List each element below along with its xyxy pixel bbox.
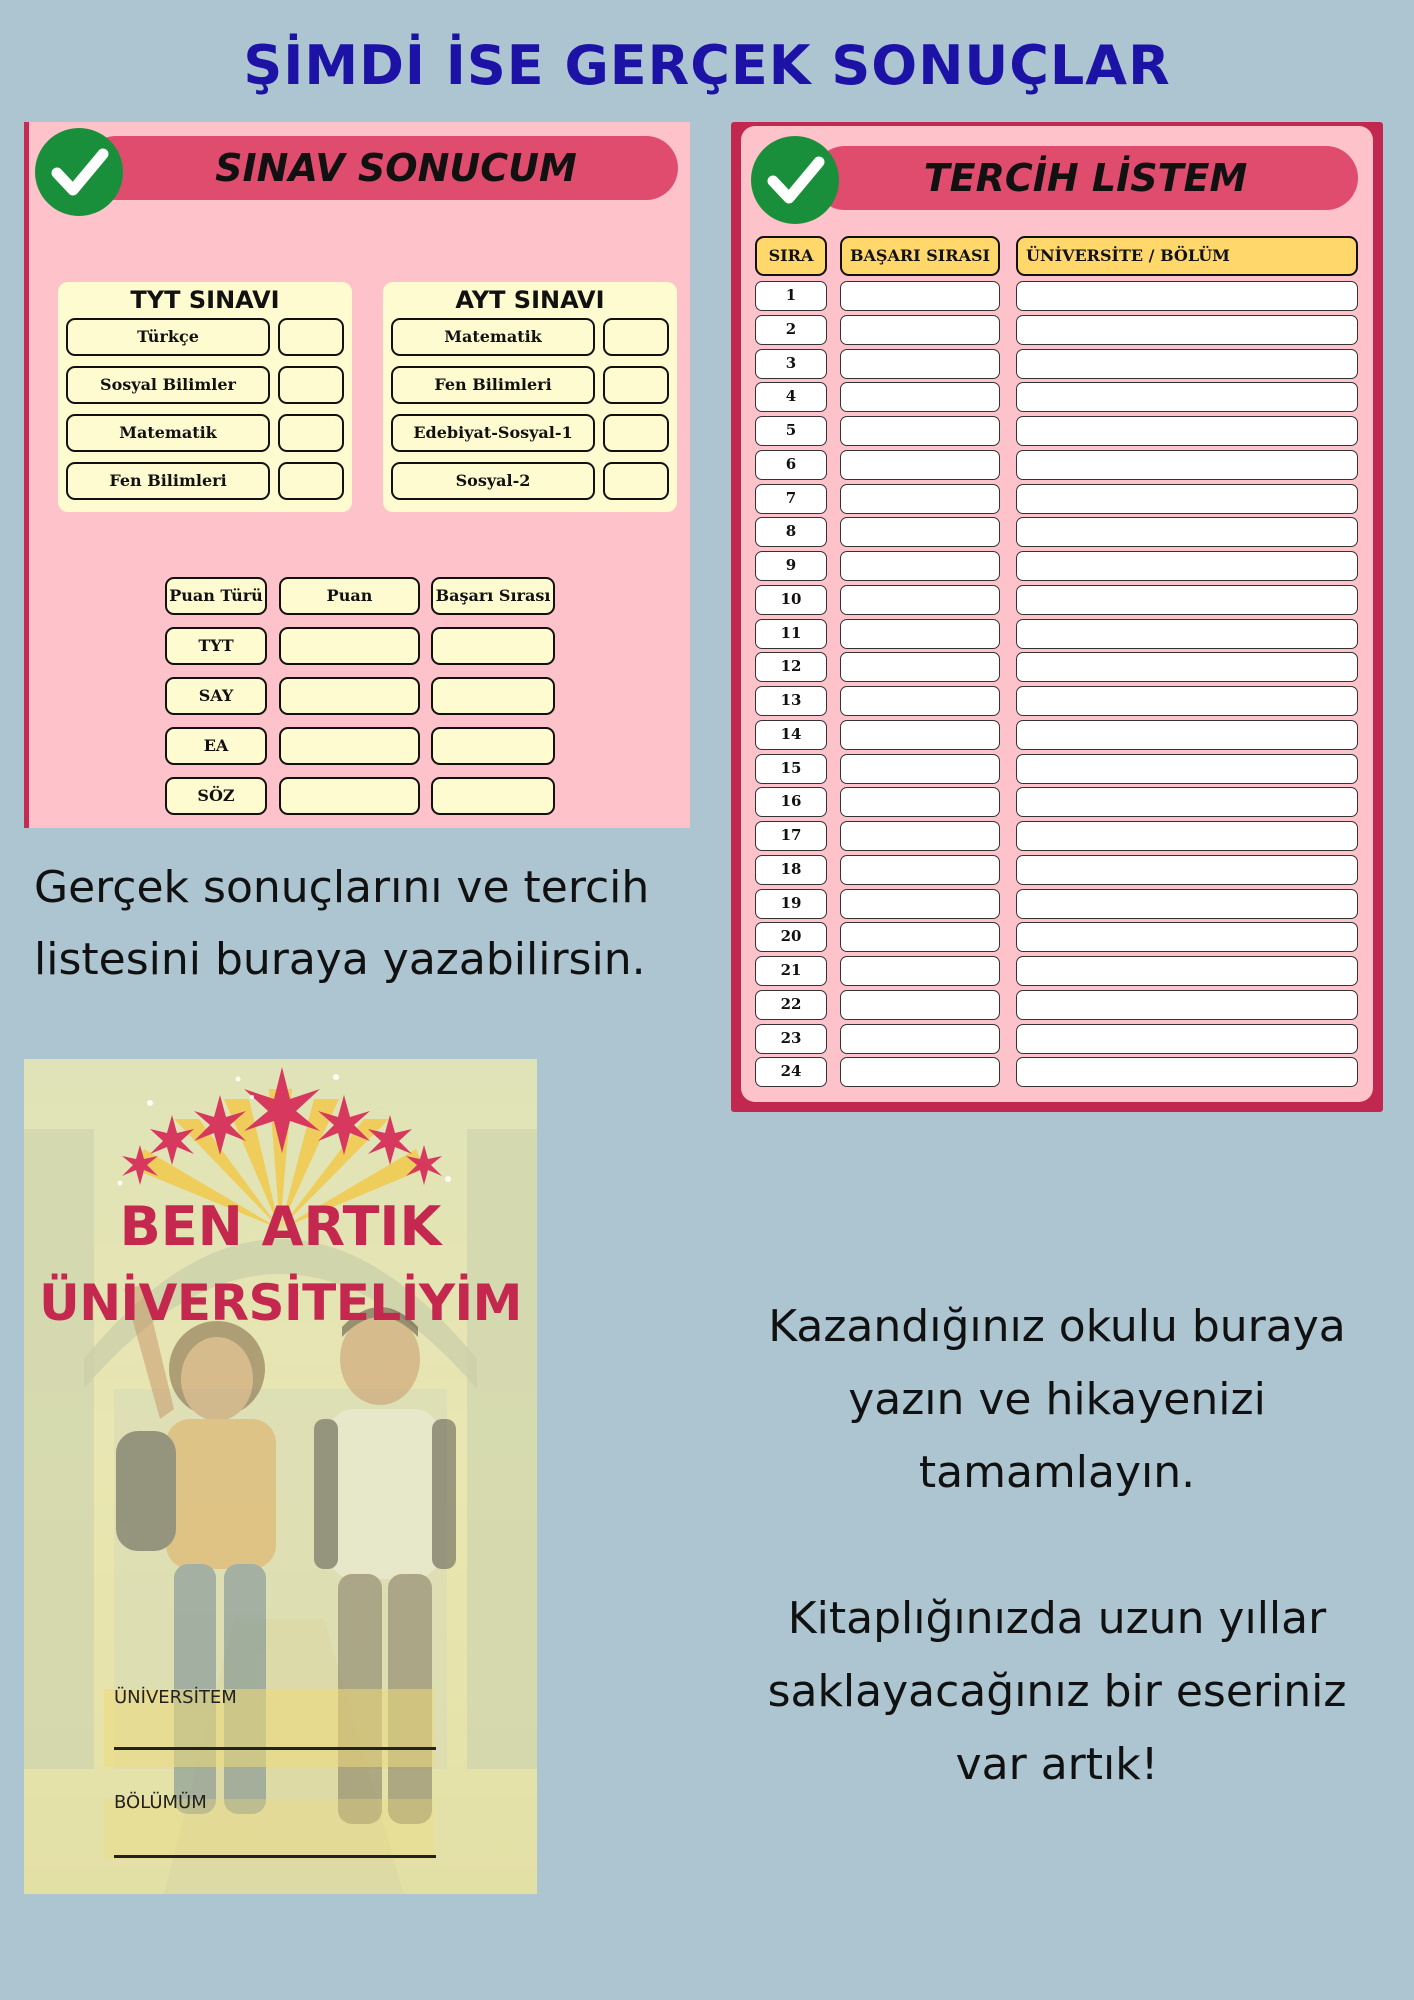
pref-rank-field[interactable]: [840, 517, 1000, 547]
pref-row-number: 5: [755, 416, 827, 446]
preference-list-card: [731, 122, 1383, 1112]
pref-row-number: 2: [755, 315, 827, 345]
pref-rank-field[interactable]: [840, 1057, 1000, 1087]
score-field[interactable]: [279, 727, 420, 765]
pref-rank-field[interactable]: [840, 315, 1000, 345]
pref-row-number: 19: [755, 889, 827, 919]
pref-university-field[interactable]: [1016, 787, 1358, 817]
left-description-line: listesini buraya yazabilirsin.: [34, 934, 646, 985]
pref-row-number: 6: [755, 450, 827, 480]
pref-rank-field[interactable]: [840, 990, 1000, 1020]
pref-university-field[interactable]: [1016, 416, 1358, 446]
pref-row: [741, 720, 1373, 750]
pref-row-number: 17: [755, 821, 827, 851]
ayt-score-field[interactable]: [603, 366, 669, 404]
score-type-label: SÖZ: [165, 777, 267, 815]
pref-university-field[interactable]: [1016, 619, 1358, 649]
pref-row: [741, 551, 1373, 581]
department-write-line[interactable]: [114, 1855, 436, 1858]
pref-row: [741, 382, 1373, 412]
score-type-label: TYT: [165, 627, 267, 665]
page-title: ŞİMDİ İSE GERÇEK SONUÇLAR: [243, 34, 1171, 97]
pref-header-sira: SIRA: [755, 236, 827, 276]
pref-university-field[interactable]: [1016, 450, 1358, 480]
pref-row: [741, 484, 1373, 514]
pref-university-field[interactable]: [1016, 956, 1358, 986]
right-description-line: Kazandığınız okulu buraya: [768, 1301, 1346, 1352]
pref-rank-field[interactable]: [840, 450, 1000, 480]
pref-row: [741, 450, 1373, 480]
right-description-line: saklayacağınız bir eseriniz: [767, 1666, 1347, 1717]
left-description-line: Gerçek sonuçlarını ve tercih: [34, 862, 650, 913]
pref-university-field[interactable]: [1016, 1024, 1358, 1054]
ayt-group: [383, 282, 677, 512]
pref-university-field[interactable]: [1016, 754, 1358, 784]
pref-rank-field[interactable]: [840, 652, 1000, 682]
pref-row: [741, 619, 1373, 649]
pref-university-field[interactable]: [1016, 990, 1358, 1020]
tyt-subject-label: Türkçe: [66, 318, 270, 356]
tyt-title: TYT SINAVI: [130, 286, 280, 314]
ayt-score-field[interactable]: [603, 318, 669, 356]
university-poster: [24, 1059, 537, 1894]
pref-row-number: 12: [755, 652, 827, 682]
pref-rank-field[interactable]: [840, 922, 1000, 952]
pref-rank-field[interactable]: [840, 720, 1000, 750]
pref-row-number: 10: [755, 585, 827, 615]
pref-row-number: 23: [755, 1024, 827, 1054]
pref-row: [741, 349, 1373, 379]
tyt-subject-label: Sosyal Bilimler: [66, 366, 270, 404]
pref-row-number: 14: [755, 720, 827, 750]
pref-row: [741, 990, 1373, 1020]
check-icon: [751, 136, 839, 224]
pref-rank-field[interactable]: [840, 821, 1000, 851]
pref-rank-field[interactable]: [840, 855, 1000, 885]
pref-row-number: 22: [755, 990, 827, 1020]
pref-rank-field[interactable]: [840, 619, 1000, 649]
pref-university-field[interactable]: [1016, 382, 1358, 412]
pref-row: [741, 821, 1373, 851]
rank-field[interactable]: [431, 727, 555, 765]
right-description: [731, 1290, 1383, 1801]
pref-row: [741, 1024, 1373, 1054]
pref-university-field[interactable]: [1016, 1057, 1358, 1087]
pref-rank-field[interactable]: [840, 585, 1000, 615]
pref-row: [741, 922, 1373, 952]
pref-row-number: 16: [755, 787, 827, 817]
pref-row: [741, 1057, 1373, 1087]
check-icon: [35, 128, 123, 216]
pref-header-rank: BAŞARI SIRASI: [840, 236, 1000, 276]
score-field[interactable]: [279, 777, 420, 815]
score-field[interactable]: [279, 627, 420, 665]
poster-illustration: [24, 1059, 537, 1894]
ayt-score-field[interactable]: [603, 462, 669, 500]
pref-row-number: 8: [755, 517, 827, 547]
pref-row: [741, 956, 1373, 986]
pref-rank-field[interactable]: [840, 281, 1000, 311]
pref-rank-field[interactable]: [840, 551, 1000, 581]
right-description-line: yazın ve hikayenizi: [848, 1374, 1266, 1425]
tyt-group: [58, 282, 352, 512]
score-field[interactable]: [279, 677, 420, 715]
ayt-subject-label: Edebiyat-Sosyal-1: [391, 414, 595, 452]
rank-field[interactable]: [431, 627, 555, 665]
pref-row: [741, 652, 1373, 682]
right-description-line: Kitaplığınızda uzun yıllar: [787, 1593, 1327, 1644]
pref-row-number: 21: [755, 956, 827, 986]
pref-university-field[interactable]: [1016, 349, 1358, 379]
pref-university-field[interactable]: [1016, 686, 1358, 716]
pref-rank-field[interactable]: [840, 686, 1000, 716]
pref-university-field[interactable]: [1016, 652, 1358, 682]
pref-row: [741, 315, 1373, 345]
pref-row-number: 13: [755, 686, 827, 716]
pref-university-field[interactable]: [1016, 922, 1358, 952]
pref-row-number: 7: [755, 484, 827, 514]
pref-university-field[interactable]: [1016, 517, 1358, 547]
score-header: Puan Türü: [165, 577, 267, 615]
pref-rank-field[interactable]: [840, 382, 1000, 412]
pref-university-field[interactable]: [1016, 855, 1358, 885]
pref-university-field[interactable]: [1016, 551, 1358, 581]
pref-row: [741, 787, 1373, 817]
pref-rank-field[interactable]: [840, 416, 1000, 446]
pref-row: [741, 281, 1373, 311]
ayt-title: AYT SINAVI: [455, 286, 605, 314]
pref-university-field[interactable]: [1016, 281, 1358, 311]
pref-row-number: 1: [755, 281, 827, 311]
rank-field[interactable]: [431, 777, 555, 815]
tyt-subject-label: Fen Bilimleri: [66, 462, 270, 500]
pref-rank-field[interactable]: [840, 956, 1000, 986]
pref-university-field[interactable]: [1016, 585, 1358, 615]
exam-result-card: [24, 122, 690, 828]
university-label: ÜNİVERSİTEM: [114, 1687, 237, 1708]
tyt-subject-label: Matematik: [66, 414, 270, 452]
ayt-score-field[interactable]: [603, 414, 669, 452]
department-label: BÖLÜMÜM: [114, 1792, 207, 1813]
exam-card-heading: SINAV SONUCUM: [84, 136, 678, 200]
pref-row-number: 15: [755, 754, 827, 784]
right-description-line: tamamlayın.: [918, 1447, 1196, 1498]
score-header: Başarı Sırası: [431, 577, 555, 615]
ayt-subject-label: Sosyal-2: [391, 462, 595, 500]
pref-university-field[interactable]: [1016, 484, 1358, 514]
pref-university-field[interactable]: [1016, 821, 1358, 851]
pref-rank-field[interactable]: [840, 349, 1000, 379]
pref-row-number: 9: [755, 551, 827, 581]
tyt-score-field[interactable]: [278, 366, 344, 404]
pref-row-number: 11: [755, 619, 827, 649]
left-description: [34, 852, 694, 996]
score-header: Puan: [279, 577, 420, 615]
university-write-line[interactable]: [114, 1747, 436, 1750]
pref-row-number: 20: [755, 922, 827, 952]
pref-row: [741, 585, 1373, 615]
pref-row: [741, 889, 1373, 919]
tyt-score-field[interactable]: [278, 462, 344, 500]
pref-rank-field[interactable]: [840, 787, 1000, 817]
pref-row: [741, 754, 1373, 784]
pref-header-university: ÜNİVERSİTE / BÖLÜM: [1016, 236, 1358, 276]
pref-row-number: 3: [755, 349, 827, 379]
pref-rank-field[interactable]: [840, 1024, 1000, 1054]
pref-row: [741, 416, 1373, 446]
pref-university-field[interactable]: [1016, 720, 1358, 750]
pref-row-number: 24: [755, 1057, 827, 1087]
ayt-subject-label: Matematik: [391, 318, 595, 356]
score-type-label: SAY: [165, 677, 267, 715]
pref-rank-field[interactable]: [840, 889, 1000, 919]
pref-university-field[interactable]: [1016, 315, 1358, 345]
pref-rank-field[interactable]: [840, 754, 1000, 784]
pref-row-number: 4: [755, 382, 827, 412]
pref-row: [741, 855, 1373, 885]
tyt-score-field[interactable]: [278, 414, 344, 452]
pref-row-number: 18: [755, 855, 827, 885]
score-type-label: EA: [165, 727, 267, 765]
rank-field[interactable]: [431, 677, 555, 715]
poster-title-line: ÜNİVERSİTELİYİM: [39, 1274, 522, 1332]
pref-card-heading: TERCİH LİSTEM: [813, 146, 1358, 210]
tyt-score-field[interactable]: [278, 318, 344, 356]
pref-rank-field[interactable]: [840, 484, 1000, 514]
pref-row: [741, 517, 1373, 547]
preference-list-inner: [741, 126, 1373, 1102]
pref-university-field[interactable]: [1016, 889, 1358, 919]
right-description-line: var artık!: [955, 1739, 1159, 1790]
pref-row: [741, 686, 1373, 716]
poster-title: [24, 1189, 537, 1341]
poster-title-line: BEN ARTIK: [119, 1195, 442, 1258]
ayt-subject-label: Fen Bilimleri: [391, 366, 595, 404]
